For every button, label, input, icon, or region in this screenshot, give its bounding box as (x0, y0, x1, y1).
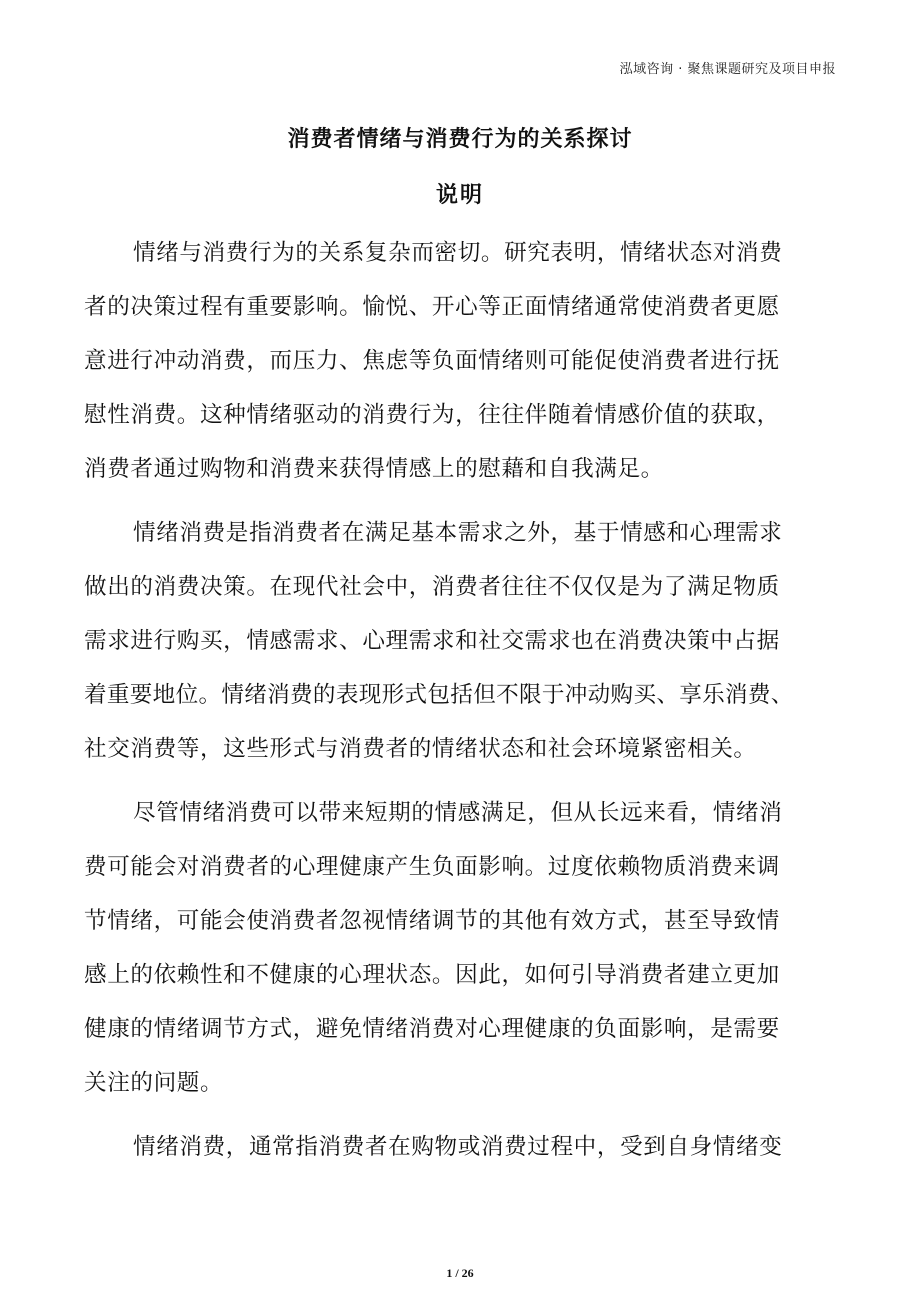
paragraph-1-line-5: 消费者通过购物和消费来获得情感上的慰藉和自我满足。 (84, 456, 664, 482)
paragraph-1-line-3: 意进行冲动消费，而压力、焦虑等负面情绪则可能促使消费者进行抚 (84, 348, 780, 374)
paragraph-1-line-1: 情绪与消费行为的关系复杂而密切。研究表明，情绪状态对消费 (133, 240, 783, 266)
paragraph-2-line-1: 情绪消费是指消费者在满足基本需求之外，基于情感和心理需求 (133, 520, 783, 546)
paragraph-2-line-3: 需求进行购买，情感需求、心理需求和社交需求也在消费决策中占据 (84, 628, 780, 654)
paragraph-3-line-4: 感上的依赖性和不健康的心理状态。因此，如何引导消费者建立更加 (84, 962, 780, 988)
paragraph-3-line-3: 节情绪，可能会使消费者忽视情绪调节的其他有效方式，甚至导致情 (84, 908, 780, 934)
page-number: 1 / 26 (446, 1266, 474, 1280)
paragraph-1-line-4: 慰性消费。这种情绪驱动的消费行为，往往伴随着情感价值的获取， (84, 402, 780, 428)
paragraph-2-line-4: 着重要地位。情绪消费的表现形式包括但不限于冲动购买、享乐消费、 (84, 682, 794, 708)
paragraph-3-line-5: 健康的情绪调节方式，避免情绪消费对心理健康的负面影响，是需要 (84, 1016, 780, 1042)
paragraph-2-line-2: 做出的消费决策。在现代社会中，消费者往往不仅仅是为了满足物质 (84, 574, 780, 600)
paragraph-3-line-1: 尽管情绪消费可以带来短期的情感满足，但从长远来看，情绪消 (133, 800, 783, 826)
paragraph-4-line-1: 情绪消费，通常指消费者在购物或消费过程中，受到自身情绪变 (133, 1134, 783, 1160)
page-header: 泓域咨询 · 聚焦课题研究及项目申报 (619, 62, 836, 77)
document-title: 消费者情绪与消费行为的关系探讨 (287, 127, 633, 152)
paragraph-3-line-6: 关注的问题。 (84, 1070, 224, 1096)
section-heading: 说明 (435, 183, 484, 208)
paragraph-2-line-5: 社交消费等，这些形式与消费者的情绪状态和社会环境紧密相关。 (84, 736, 757, 762)
paragraph-1-line-2: 者的决策过程有重要影响。愉悦、开心等正面情绪通常使消费者更愿 (84, 294, 780, 320)
paragraph-3-line-2: 费可能会对消费者的心理健康产生负面影响。过度依赖物质消费来调 (84, 854, 780, 880)
